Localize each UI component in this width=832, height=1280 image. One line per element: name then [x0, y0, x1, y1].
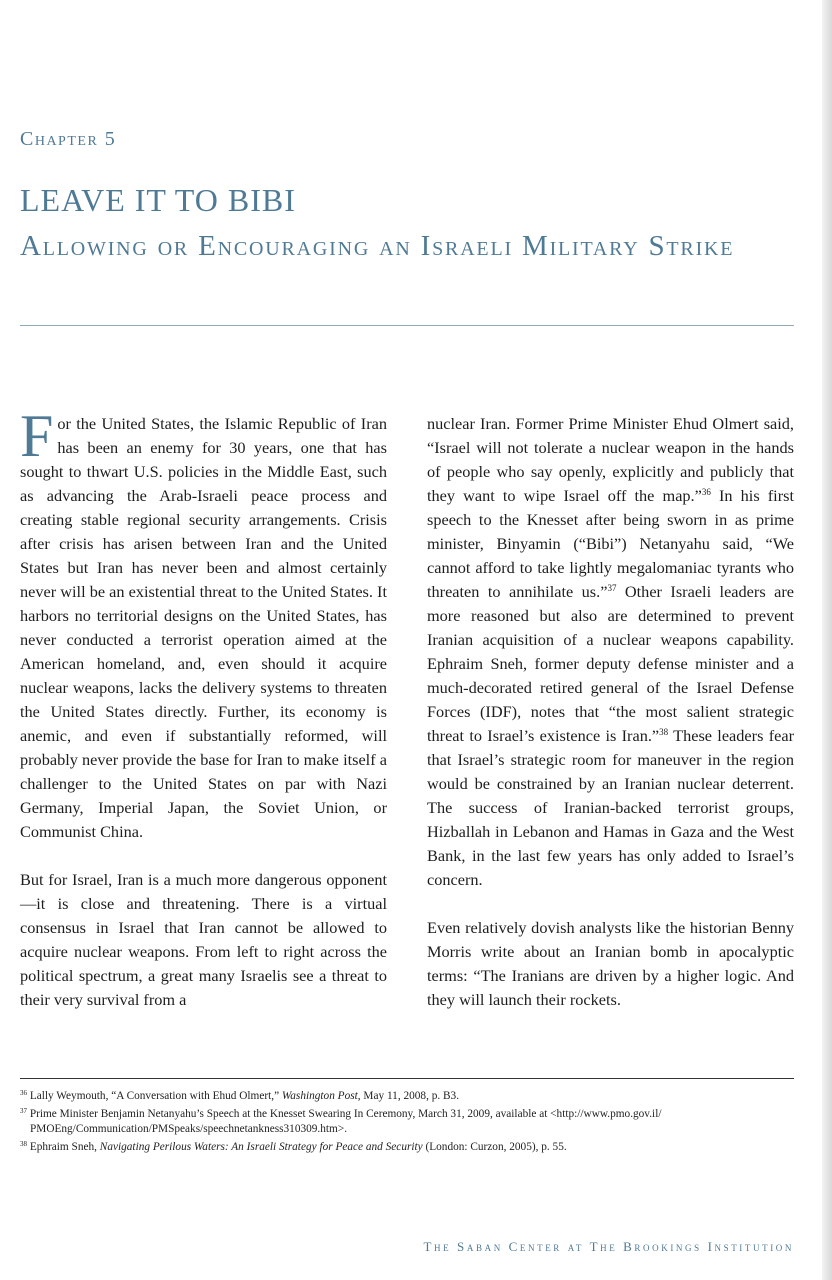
footnote-36 — [20, 1086, 795, 1104]
footnote-number: 36 — [20, 1089, 27, 1097]
paragraph-text: These leaders fear that Israel’s strategic room for maneuver in the region would be constrained by an Iranian nuclear deterrent. The success of Iranian-backed terrorist groups, Hizballah in Lebanon and Hamas in Gaza and the West Bank, in the last few years has only added to Israel’s concern. — [427, 726, 794, 889]
chapter-label: Chapter 5 — [20, 128, 117, 150]
right-column — [427, 412, 794, 1036]
footnote-text: Prime Minister Benjamin Netanyahu’s Speech at the Knesset Swearing In Ceremony, March 31, 2009, available at <http://www.pmo.gov.il/ — [27, 1108, 662, 1120]
footnote-book-title: Navigating Perilous Waters: An Israeli Strategy for Peace and Security — [99, 1141, 423, 1153]
footnote-ref-37[interactable]: 37 — [607, 583, 617, 593]
footnote-source: Washington Post — [281, 1090, 358, 1102]
footnote-text: Lally Weymouth, “A Conversation with Ehud Olmert,” — [27, 1090, 282, 1102]
footnote-divider — [20, 1078, 794, 1079]
footnote-37 — [20, 1104, 795, 1122]
paragraph — [20, 403, 387, 844]
paragraph: But for Israel, Iran is a much more dangerous opponent—it is close and threatening. There is a virtual consensus in Israel that Iran cannot be allowed to acquire nuclear weapons. From left to right across the political spectrum, a great many Israelis see a threat to their very survival from a — [20, 870, 387, 1009]
footnote-38 — [20, 1137, 795, 1155]
footnote-37-url[interactable]: PMOEng/Communication/PMSpeaks/speechnetankness310309.htm>. — [30, 1123, 348, 1135]
footnote-text: , May 11, 2008, p. B3. — [357, 1090, 460, 1102]
paragraph: Even relatively dovish analysts like the historian Benny Morris write about an Iranian bomb in apocalyptic terms: “The Iranians are driven by a higher logic. And they will launch their rockets. — [427, 918, 794, 1009]
footnote-text: (London: Curzon, 2005), p. 55. — [422, 1141, 567, 1153]
paragraph — [427, 412, 794, 892]
footnote-number: 37 — [20, 1107, 27, 1115]
footnote-number: 38 — [20, 1140, 27, 1148]
left-column — [20, 403, 387, 1036]
paragraph-text: nuclear Iran. Former Prime Minister Ehud Olmert said, “Israel will not tolerate a nuclear weapon in the hands of people who say openly, explicitly and publicly that they want to wipe Israel off the map.” — [427, 414, 794, 505]
footnote-ref-38[interactable]: 38 — [659, 727, 669, 737]
chapter-subtitle: Allowing or Encouraging an Israeli Military Strike — [20, 230, 735, 262]
footnote-text: Ephraim Sneh, — [27, 1141, 100, 1153]
footnotes — [20, 1086, 795, 1155]
page-edge — [822, 0, 832, 1280]
chapter-title: LEAVE IT TO BIBI — [20, 182, 296, 218]
header-divider — [20, 325, 794, 326]
footnote-ref-36[interactable]: 36 — [701, 487, 711, 497]
paragraph-text: Other Israeli leaders are more reasoned but also are determined to prevent Iranian acquisition of a nuclear weapons capability. Ephraim Sneh, former deputy defense minister and a much-decorated retired general of the Israel Defense Forces (IDF), notes that “the most salient strategic threat to Israel’s existence is Iran.” — [427, 582, 794, 745]
paragraph-text: or the United States, the Islamic Republic of Iran has been an enemy for 30 years, one that has sought to thwart U.S. policies in the Middle East, such as advancing the Arab-Israeli peace process and creating stable regional security arrangements. Crisis after crisis has arisen between Iran and the United States but Iran has never been and almost certainly never will be an existential threat to the United States. It harbors no territorial designs on the United States, has never conducted a terrorist operation aimed at the American homeland, and, even should it acquire nuclear weapons, lacks the delivery systems to threaten the United States directly. Further, its economy is anemic, and even if substantially reformed, will probably never provide the base for Iran to make itself a challenger to the United States on par with Nazi Germany, Imperial Japan, the Soviet Union, or Communist China. — [20, 414, 387, 841]
paragraph-text: In his first speech to the Knesset after being sworn in as prime minister, Binyamin (“Bibi”) Netanyahu said, “We cannot afford to take lightly megalomaniac tyrants who threaten to annihilate us.” — [427, 486, 794, 601]
running-footer: The Saban Center at The Brookings Institution — [423, 1239, 794, 1254]
drop-cap: F — [20, 403, 54, 469]
